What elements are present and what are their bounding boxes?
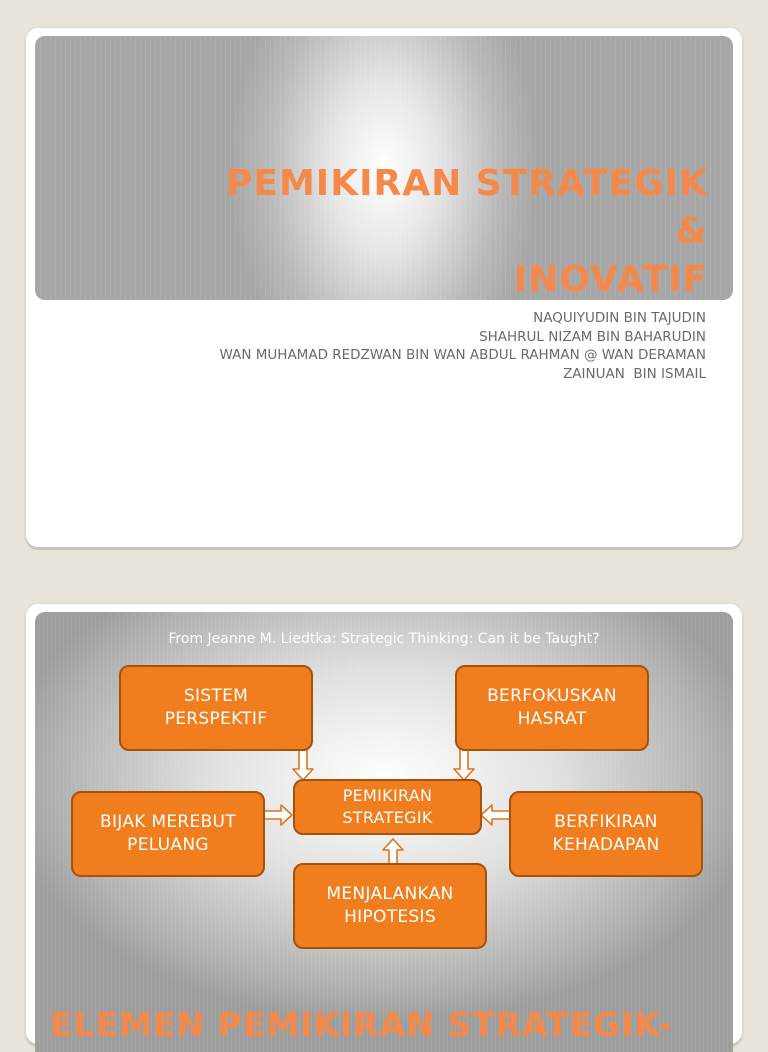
diagram-background [35,612,733,1052]
author-list [220,309,706,383]
slide-subtitle: ELEMEN PEMIKIRAN STRATEGIK- [50,1005,673,1044]
box-menjalankan-hipotesis: MENJALANKAN HIPOTESIS [293,863,487,949]
author-name: WAN MUHAMAD REDZWAN BIN WAN ABDUL RAHMAN @ WAN DERAMAN [219,347,706,363]
box-sistem-perspektif: SISTEM PERSPEKTIF [119,665,313,751]
author-name: SHAHRUL NIZAM BIN BAHARUDIN [479,328,706,345]
title-line-1: PEMIKIRAN STRATEGIK [226,163,708,204]
diagram-slide [26,604,742,1044]
arrow-down-left [293,747,313,780]
title-banner [35,36,733,300]
title-line-2: & [675,211,708,252]
title-slide [26,28,742,547]
arrow-left [481,805,511,825]
box-berfikiran-kehadapan: BERFIKIRAN KEHADAPAN [509,791,703,877]
box-bijak-merebut-peluang: BIJAK MEREBUT PELUANG [71,791,265,877]
arrow-down-right [454,747,474,780]
source-citation: From Jeanne M. Liedtka: Strategic Thinking: Can it be Taught? [168,631,600,647]
title-line-3: INOVATIF [513,259,708,300]
author-name: ZAINUAN BIN ISMAIL [563,365,706,382]
slide-title [226,160,708,300]
box-pemikiran-strategik: PEMIKIRAN STRATEGIK [293,779,482,835]
author-name: NAQUIYUDIN BIN TAJUDIN [533,310,706,326]
box-berfokuskan-hasrat: BERFOKUSKAN HASRAT [455,665,649,751]
